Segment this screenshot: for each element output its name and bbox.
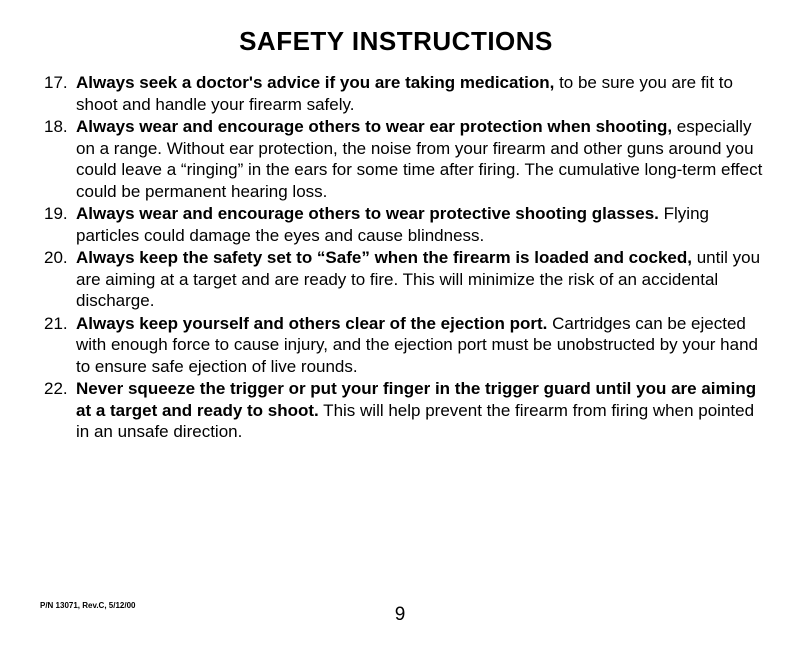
instruction-text: to be sure you are fit to shoot and handle your firearm safely. (76, 73, 733, 114)
instruction-number: 19. (44, 204, 68, 223)
instruction-text: Cartridges can be ejected with enough force to cause injury, and the ejection port must be unobstructed by your hand to ensure safe ejection of live rounds. (76, 313, 758, 376)
instruction-number: 17. (44, 73, 68, 92)
page-number: 9 (394, 604, 406, 625)
instruction-lead: Never squeeze the trigger or put your finger in the trigger guard until you are aiming at a target and ready to shoot. (76, 379, 757, 420)
part-number-code: P/N 13071, Rev.C, 5/12/00 (40, 601, 136, 610)
instruction-text: Flying particles could damage the eyes and cause blindness. (76, 204, 709, 245)
page-title: SAFETY INSTRUCTIONS (239, 26, 553, 56)
instruction-item (44, 313, 770, 378)
instruction-text: especially on a range. Without ear protection, the noise from your firearm and other guns around you could leave a “ringing” in the ears for some time after firing. The cumulative long-term effect could be permanent hearing loss. (76, 117, 763, 201)
safety-instruction-list (44, 72, 770, 444)
instruction-item (44, 247, 770, 312)
instruction-number: 22. (44, 379, 68, 398)
instruction-lead: Always keep yourself and others clear of the ejection port. (76, 313, 548, 333)
instruction-item (44, 116, 770, 202)
instruction-number: 20. (44, 248, 68, 267)
instruction-item (44, 72, 770, 115)
instruction-number: 21. (44, 313, 68, 333)
instruction-number: 18. (44, 117, 68, 136)
instruction-text: This will help prevent the firearm from firing when pointed in an unsafe direction. (76, 400, 755, 441)
instruction-lead: Always seek a doctor's advice if you are taking medication, (76, 73, 555, 92)
instruction-lead: Always wear and encourage others to wear ear protection when shooting, (76, 117, 673, 136)
instruction-lead: Always keep the safety set to “Safe” when the firearm is loaded and cocked, (76, 248, 692, 267)
instruction-item (44, 203, 770, 246)
instruction-item (44, 378, 770, 443)
instruction-text: until you are aiming at a target and are ready to fire. This will minimize the risk of an accidental discharge. (76, 248, 761, 310)
instruction-lead: Always wear and encourage others to wear protective shooting glasses. (76, 204, 659, 223)
